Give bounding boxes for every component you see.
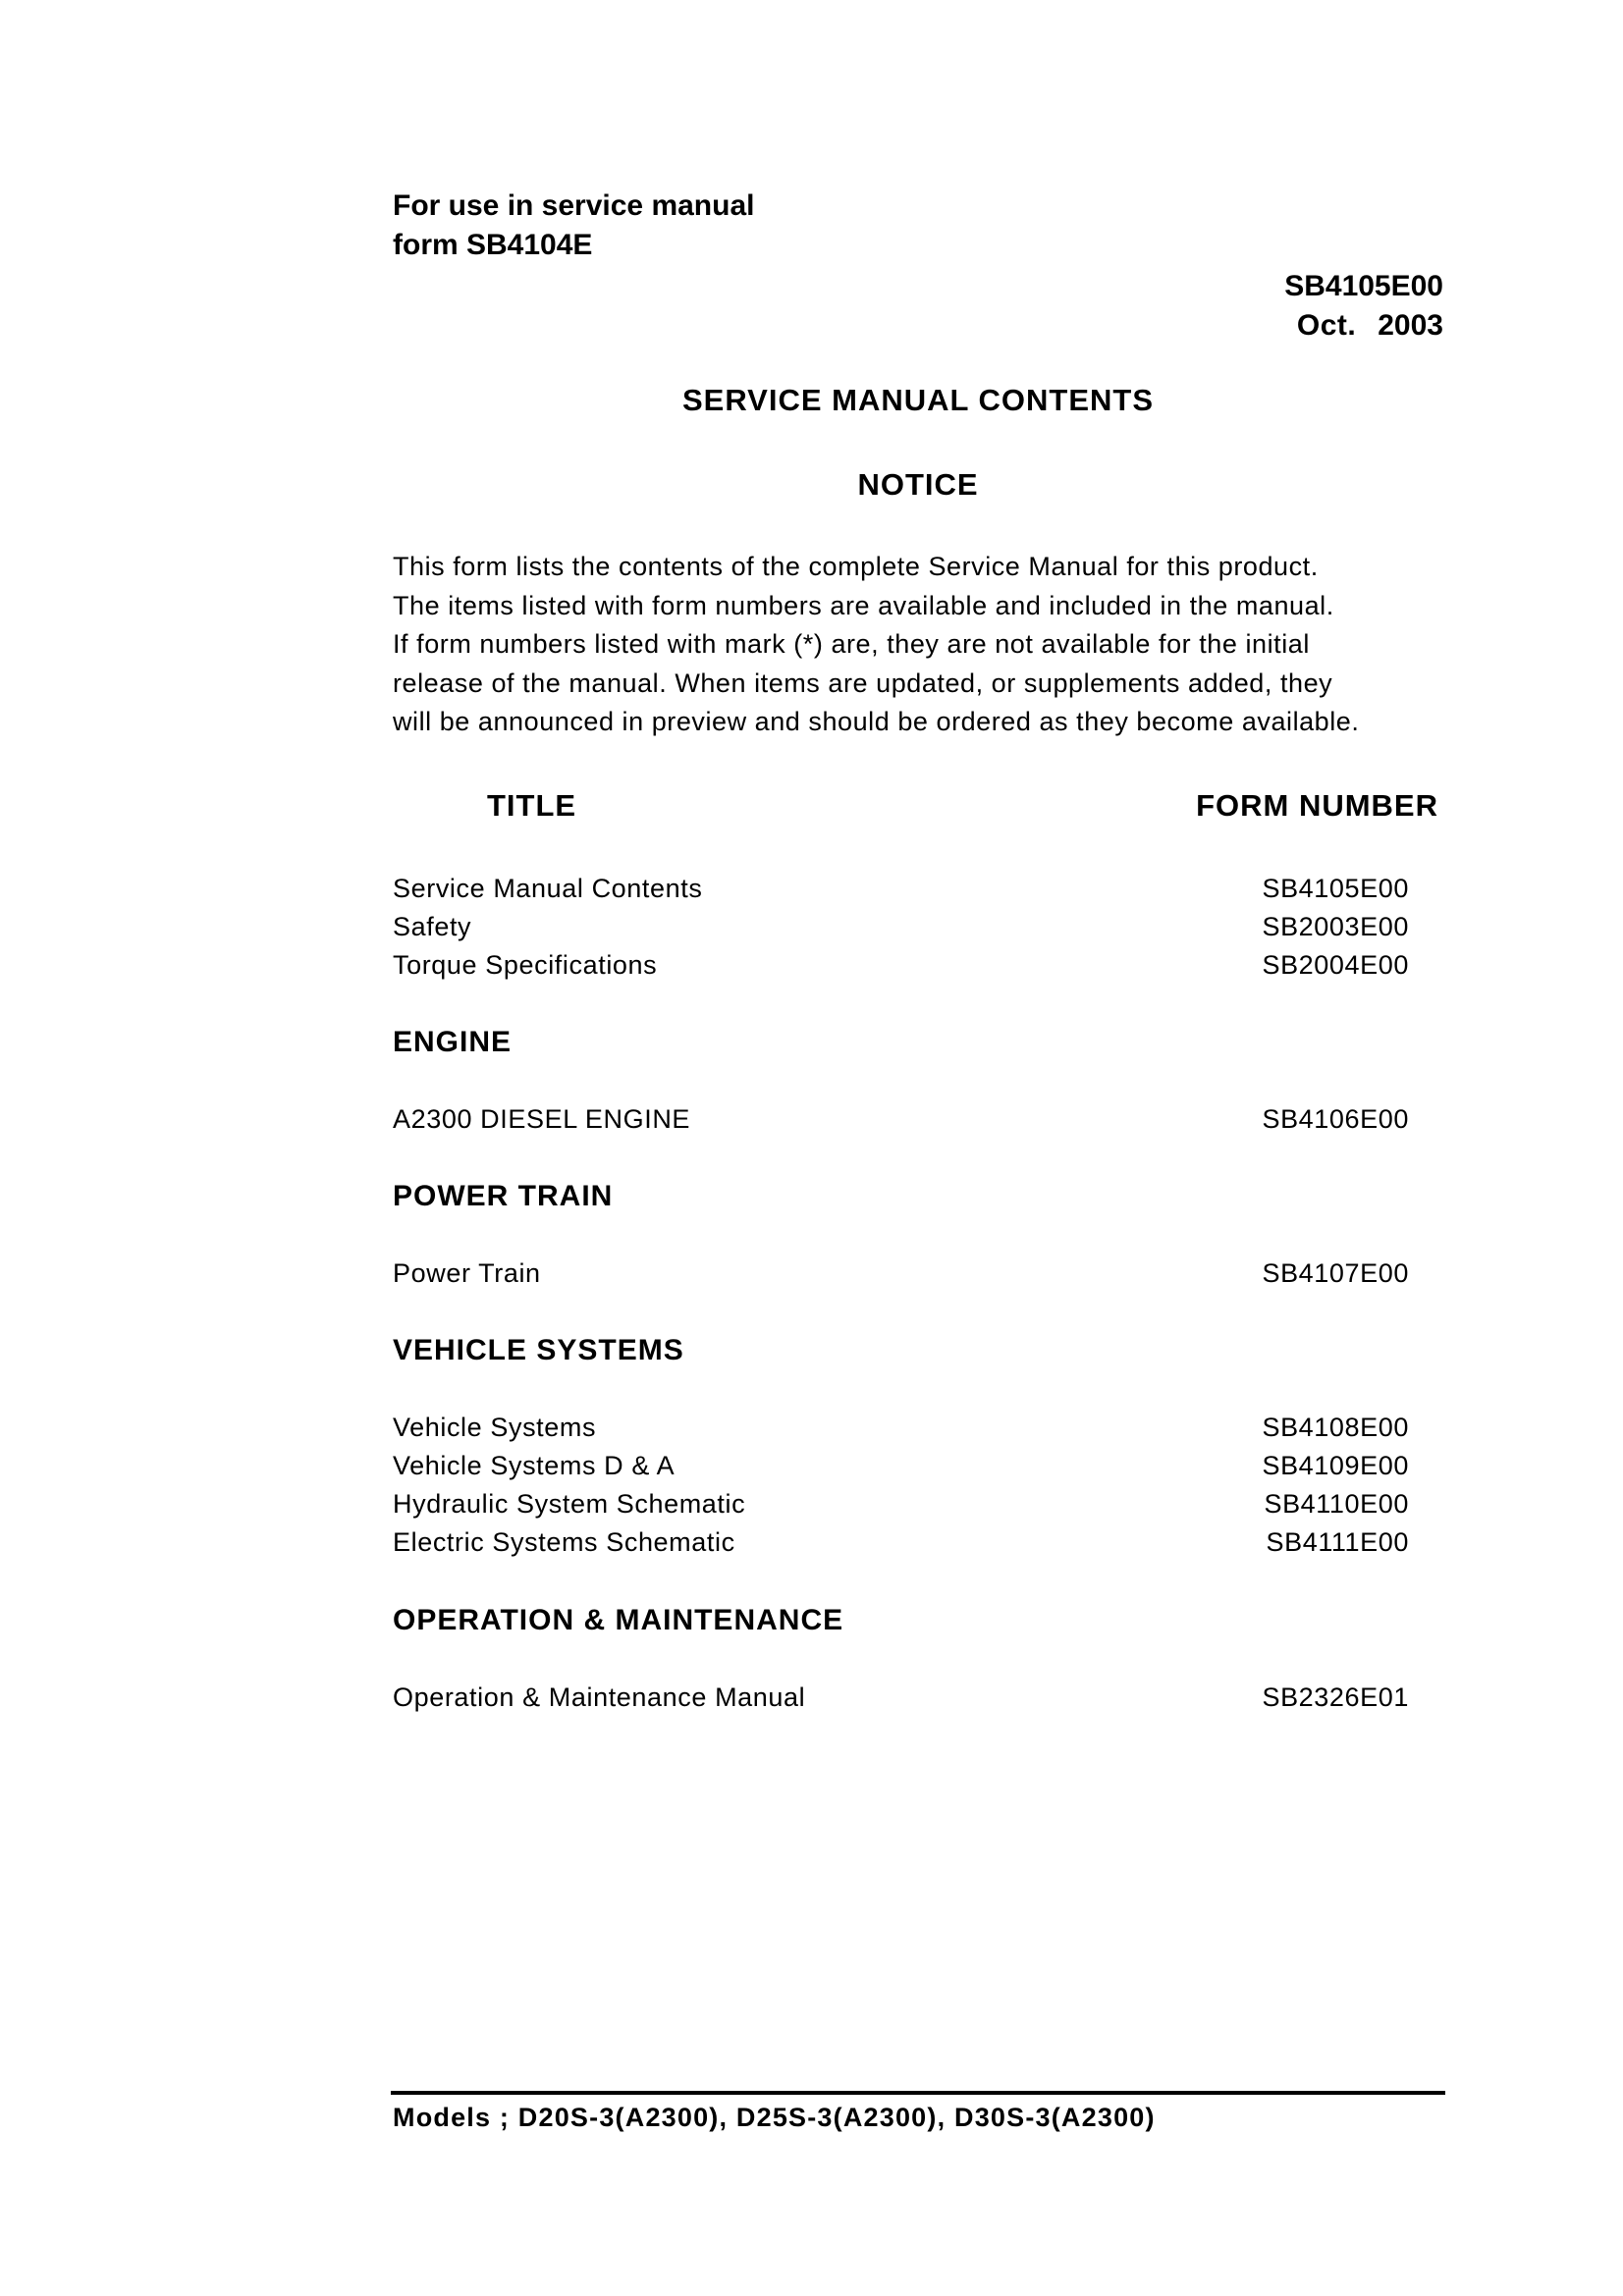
entry-title: Operation & Maintenance Manual xyxy=(393,1682,806,1712)
entry-title: Safety xyxy=(393,912,472,941)
footer-divider xyxy=(391,2091,1445,2095)
usage-note-line-2: form SB4104E xyxy=(393,229,593,261)
entry-form-number: SB4107E00 xyxy=(1262,1258,1409,1288)
entry-form-number: SB4110E00 xyxy=(1264,1489,1409,1519)
entry-title: Power Train xyxy=(393,1258,541,1288)
notice-heading: NOTICE xyxy=(857,467,979,502)
entry-form-number: SB4109E00 xyxy=(1262,1451,1409,1480)
section-heading-engine: ENGINE xyxy=(393,1026,513,1058)
contents-row xyxy=(393,950,1409,989)
contents-row xyxy=(393,912,1409,951)
column-header-form-number: FORM NUMBER xyxy=(1196,788,1438,823)
entry-form-number: SB4105E00 xyxy=(1262,874,1409,903)
contents-row xyxy=(393,1413,1409,1452)
notice-line: release of the manual. When items are updated, or supplements added, they xyxy=(393,667,1333,698)
section-heading-vehicle-systems: VEHICLE SYSTEMS xyxy=(393,1334,684,1366)
entry-form-number: SB4108E00 xyxy=(1262,1413,1409,1442)
entry-title: A2300 DIESEL ENGINE xyxy=(393,1104,691,1134)
entry-form-number: SB2004E00 xyxy=(1262,950,1409,980)
entry-form-number: SB4111E00 xyxy=(1266,1527,1409,1557)
entry-title: Vehicle Systems xyxy=(393,1413,597,1442)
entry-title: Torque Specifications xyxy=(393,950,658,980)
usage-note xyxy=(393,187,754,265)
entry-title: Electric Systems Schematic xyxy=(393,1527,735,1557)
date-month: Oct. xyxy=(1296,309,1357,342)
notice-line: The items listed with form numbers are available and included in the manual. xyxy=(393,590,1334,620)
document-page xyxy=(393,0,1443,2296)
contents-row xyxy=(393,874,1409,913)
section-heading-power-train: POWER TRAIN xyxy=(393,1180,614,1212)
section-heading-operation-maintenance: OPERATION & MAINTENANCE xyxy=(393,1604,844,1636)
contents-row xyxy=(393,1451,1409,1490)
column-header-title: TITLE xyxy=(487,788,577,823)
notice-line: This form lists the contents of the complete Service Manual for this product. xyxy=(393,552,1319,581)
entry-form-number: SB2003E00 xyxy=(1262,912,1409,941)
entry-title: Hydraulic System Schematic xyxy=(393,1489,746,1519)
notice-line: will be announced in preview and should be ordered as they become available. xyxy=(393,707,1360,737)
date-year: 2003 xyxy=(1378,309,1443,342)
contents-row xyxy=(393,1682,1409,1722)
notice-line: If form numbers listed with mark (*) are, they are not available for the initial xyxy=(393,629,1310,660)
document-date xyxy=(1284,306,1443,346)
notice-text xyxy=(393,548,1443,742)
contents-row xyxy=(393,1489,1409,1528)
document-number: SB4105E00 xyxy=(1284,270,1443,302)
entry-title: Vehicle Systems D & A xyxy=(393,1451,676,1480)
contents-row xyxy=(393,1527,1409,1567)
entry-form-number: SB2326E01 xyxy=(1262,1682,1409,1712)
models-footer: Models ; D20S-3(A2300), D25S-3(A2300), D30S-3(A2300) xyxy=(393,2103,1156,2132)
entry-form-number: SB4106E00 xyxy=(1262,1104,1409,1134)
usage-note-line-1: For use in service manual xyxy=(393,189,755,222)
document-id-block xyxy=(1284,267,1443,346)
contents-row xyxy=(393,1258,1409,1298)
page-title: SERVICE MANUAL CONTENTS xyxy=(681,383,1154,417)
entry-title: Service Manual Contents xyxy=(393,874,703,903)
contents-row xyxy=(393,1104,1409,1144)
